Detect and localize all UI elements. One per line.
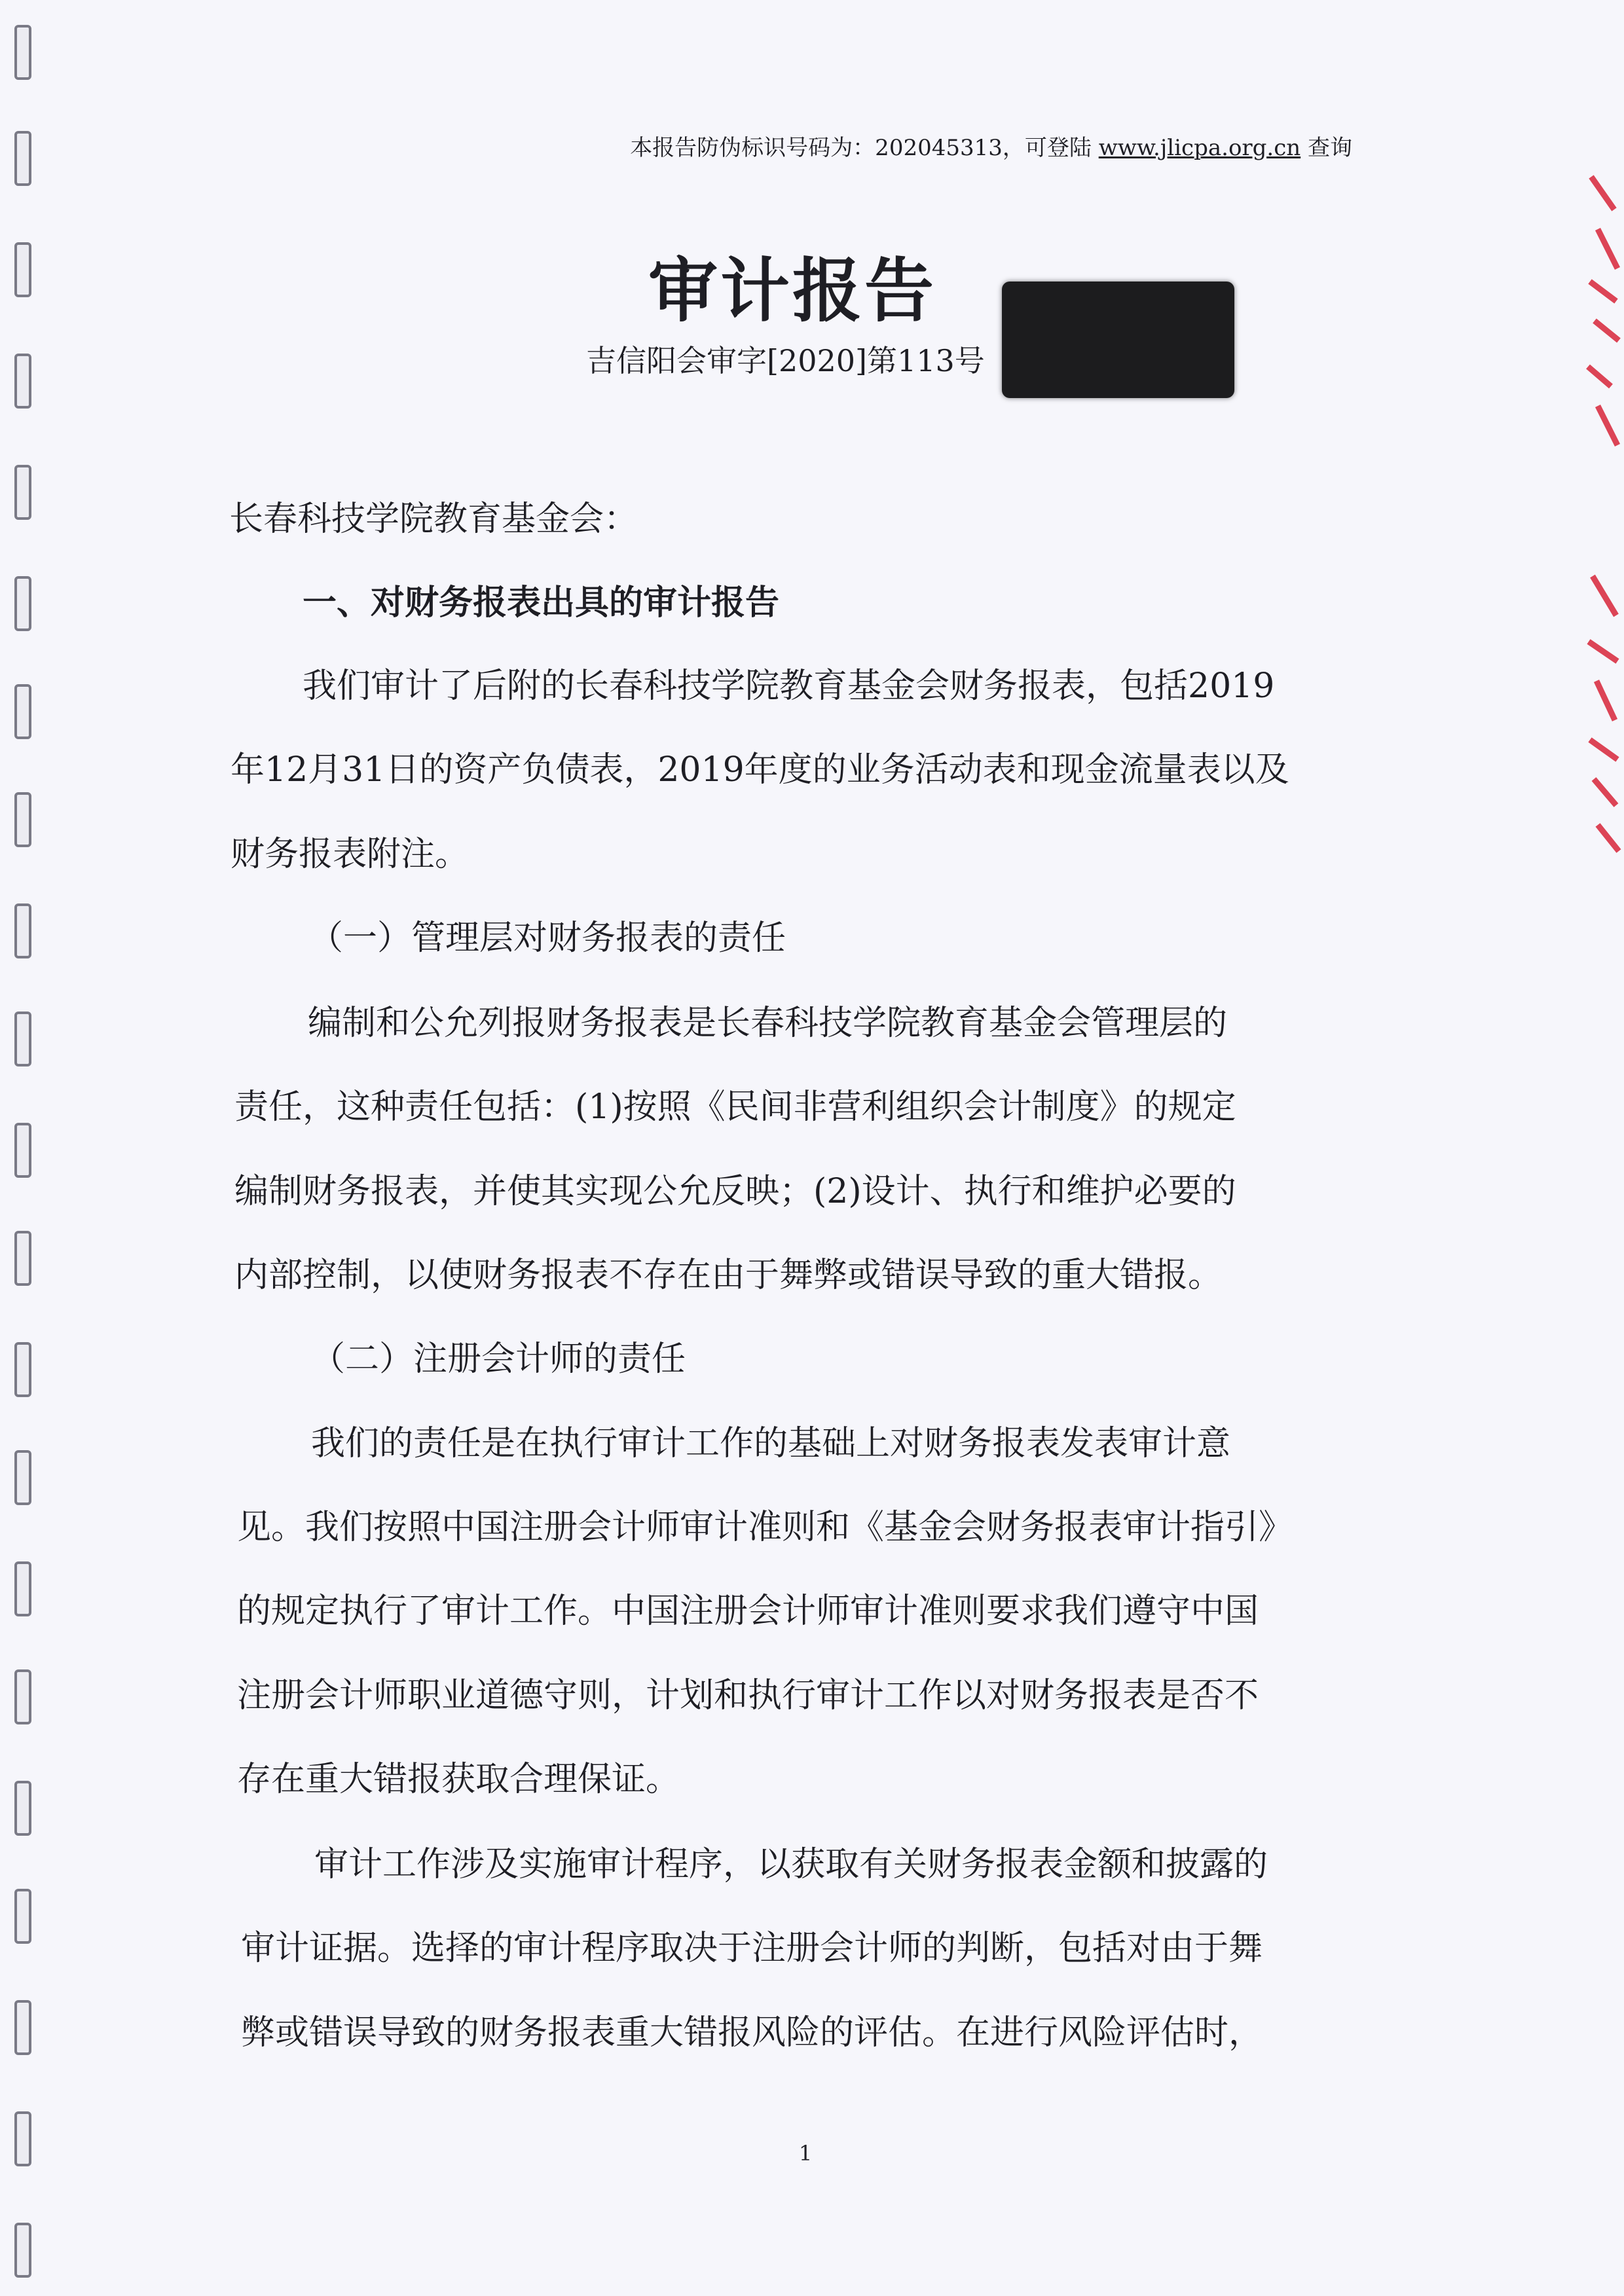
paragraph-line: 我们的责任是在执行审计工作的基础上对财务报表发表审计意: [311, 1424, 1231, 1463]
binder-hole: [14, 576, 31, 631]
paragraph-line: 年12月31日的资产负债表，2019年度的业务活动表和现金流量表以及: [231, 750, 1289, 790]
subsection-heading: （一）管理层对财务报表的责任: [309, 919, 786, 958]
page-number: 1: [798, 2141, 813, 2166]
paragraph-line: 责任，这种责任包括：(1)按照《民间非营利组织会计制度》的规定: [234, 1087, 1236, 1127]
paragraph-line: 审计证据。选择的审计程序取决于注册会计师的判断，包括对由于舞: [241, 1929, 1263, 1968]
anti-counterfeit-note: [630, 130, 1352, 162]
binder-hole: [14, 1669, 31, 1724]
page-title: 审计报告: [648, 249, 936, 331]
paragraph-line: 存在重大错报获取合理保证。: [237, 1760, 680, 1799]
anti-counterfeit-suffix: 查询: [1301, 135, 1352, 161]
binder-hole: [14, 1123, 31, 1178]
binder-hole: [14, 1342, 31, 1397]
anti-counterfeit-text: 本报告防伪标识号码为：202045313，可登陆: [630, 135, 1099, 161]
paragraph-line: 编制财务报表，并使其实现公允反映；(2)设计、执行和维护必要的: [234, 1172, 1236, 1211]
binder-hole: [14, 903, 31, 958]
binder-hole: [14, 1561, 31, 1616]
paragraph-line: 见。我们按照中国注册会计师审计准则和《基金会财务报表审计指引》: [237, 1508, 1293, 1547]
binder-hole: [14, 131, 31, 186]
binder-hole: [14, 465, 31, 520]
paragraph-line: 注册会计师职业道德守则，计划和执行审计工作以对财务报表是否不: [237, 1676, 1259, 1715]
document-number: 吉信阳会审字[2020]第113号: [586, 343, 985, 378]
paragraph-line: 弊或错误导致的财务报表重大错报风险的评估。在进行风险评估时，: [241, 2013, 1263, 2052]
section-heading: 一、对财务报表出具的审计报告: [303, 583, 780, 623]
seal-stamp-fragment: [1578, 570, 1624, 858]
binder-hole: [14, 2223, 31, 2278]
paragraph-line: 编制和公允列报财务报表是长春科技学院教育基金会管理层的: [308, 1004, 1228, 1043]
paragraph-line: 我们审计了后附的长春科技学院教育基金会财务报表，包括2019: [303, 666, 1275, 706]
binder-hole: [14, 1231, 31, 1286]
binder-hole: [14, 1450, 31, 1505]
binder-hole: [14, 1889, 31, 1944]
paragraph-line: 的规定执行了审计工作。中国注册会计师审计准则要求我们遵守中国: [237, 1592, 1259, 1631]
binder-hole: [14, 1011, 31, 1066]
seal-stamp-fragment: [1578, 170, 1624, 458]
binder-hole: [14, 25, 31, 80]
binder-hole: [14, 792, 31, 847]
paragraph-line: 审计工作涉及实施审计程序，以获取有关财务报表金额和披露的: [314, 1845, 1268, 1884]
subsection-heading: （二）注册会计师的责任: [311, 1339, 686, 1379]
binder-hole: [14, 2000, 31, 2055]
binder-hole: [14, 1781, 31, 1836]
verification-link[interactable]: www.jlicpa.org.cn: [1098, 135, 1301, 161]
redacted-barcode: [1002, 282, 1234, 398]
addressee: 长春科技学院教育基金会：: [229, 500, 638, 539]
paragraph-line: 财务报表附注。: [231, 835, 470, 874]
binder-hole: [14, 684, 31, 739]
paragraph-line: 内部控制，以使财务报表不存在由于舞弊或错误导致的重大错报。: [234, 1256, 1223, 1295]
binder-hole: [14, 354, 31, 409]
